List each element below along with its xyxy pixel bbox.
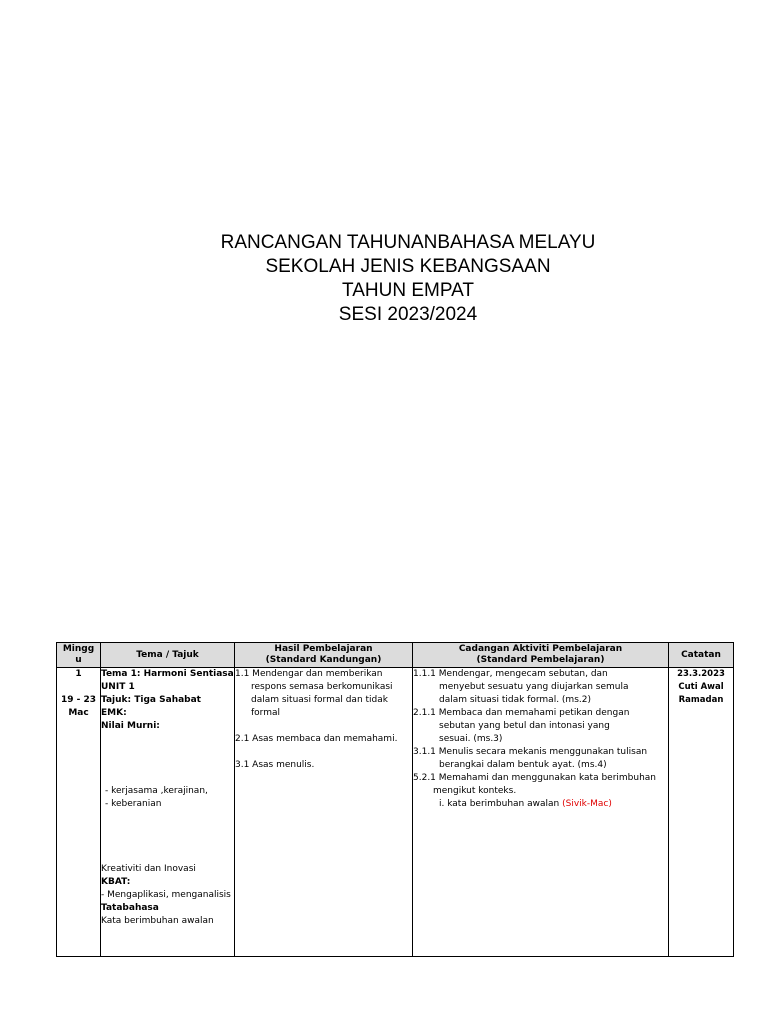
header-minggu: Mingg u bbox=[57, 643, 101, 668]
outcome-item: 1.1 Mendengar dan memberikan bbox=[235, 669, 383, 679]
theme-label: Tema 1: Harmoni Sentiasa bbox=[101, 669, 234, 679]
cell-tema bbox=[101, 668, 235, 957]
header-tema: Tema / Tajuk bbox=[101, 643, 235, 668]
activity-item: 5.2.1 Memahami dan menggunakan kata berimbuhan bbox=[413, 773, 657, 783]
title-line-1: RANCANGAN TAHUNANBAHASA MELAYU bbox=[220, 232, 596, 253]
title-line-4: SESI 2023/2024 bbox=[338, 304, 478, 325]
activity-item: 2.1.1 Membaca dan memahami petikan dengan bbox=[413, 708, 630, 718]
outcome-item: 3.1 Asas menulis. bbox=[235, 760, 315, 770]
grammar-item: Kata berimbuhan awalan bbox=[101, 916, 214, 926]
kbat-item: - Mengaplikasi, menganalisis bbox=[101, 890, 231, 900]
activity-item: 3.1.1 Menulis secara mekanis menggunakan tulisan bbox=[413, 747, 648, 757]
title-line-2: SEKOLAH JENIS KEBANGSAAN bbox=[265, 256, 551, 277]
note-line: Ramadan bbox=[678, 695, 724, 705]
cell-catatan bbox=[669, 668, 734, 957]
header-catatan: Catatan bbox=[669, 643, 734, 668]
unit-label: UNIT 1 bbox=[101, 682, 135, 692]
value-item: - kerjasama ,kerajinan, bbox=[105, 786, 208, 796]
document-title bbox=[0, 231, 768, 327]
activity-item: 1.1.1 Mendengar, mengecam sebutan, dan bbox=[413, 669, 608, 679]
week-dates: 19 - 23 bbox=[60, 695, 97, 705]
week-number: 1 bbox=[75, 669, 82, 679]
title-line-3: TAHUN EMPAT bbox=[342, 280, 474, 301]
outcome-item: 2.1 Asas membaca dan memahami. bbox=[235, 734, 398, 744]
table-row bbox=[57, 668, 734, 957]
sivik-tag: (Sivik-Mac) bbox=[562, 799, 612, 809]
table-header-row bbox=[57, 643, 734, 668]
values-label: Nilai Murni: bbox=[101, 721, 160, 731]
grammar-label: Tatabahasa bbox=[101, 903, 159, 913]
cell-aktiviti: 1.1.1 Mendengar, mengecam sebutan, dan menyebut sesuatu yang diujarkan semula dalam situasi tidak formal. (ms.2) 2.1.1 Membaca dan memahami petikan dengan sebutan yang betul dan intonasi yang sesuai. (ms.3) 3.1.1 Menulis secara mekanis menggunakan tulisan berangkai dalam bentuk ayat. (ms.4) 5.2.1 Memahami dan menggunakan kata berimbuhan mengikut konteks. i. kata berimbuhan awalan (Sivik-Mac) bbox=[413, 668, 669, 957]
creativity-label: Kreativiti dan Inovasi bbox=[101, 864, 196, 874]
activity-subitem: i. kata berimbuhan awalan bbox=[439, 799, 560, 809]
cell-minggu: 1 19 - 23 Mac bbox=[57, 668, 101, 957]
header-hasil: Hasil Pembelajaran (Standard Kandungan) bbox=[235, 643, 413, 668]
value-item: - keberanian bbox=[105, 799, 162, 809]
cell-hasil: 1.1 Mendengar dan memberikan respons semasa berkomunikasi dalam situasi formal dan tidak formal 2.1 Asas membaca dan memahami. 3.1 Asas menulis. bbox=[235, 668, 413, 957]
topic-label: Tajuk: Tiga Sahabat bbox=[101, 695, 201, 705]
lesson-plan-table bbox=[56, 642, 734, 957]
kbat-label: KBAT: bbox=[101, 877, 131, 887]
note-date: 23.3.2023 bbox=[677, 669, 725, 679]
header-aktiviti: Cadangan Aktiviti Pembelajaran (Standard Pembelajaran) bbox=[413, 643, 669, 668]
note-line: Cuti Awal bbox=[678, 682, 724, 692]
emk-label: EMK: bbox=[101, 708, 127, 718]
